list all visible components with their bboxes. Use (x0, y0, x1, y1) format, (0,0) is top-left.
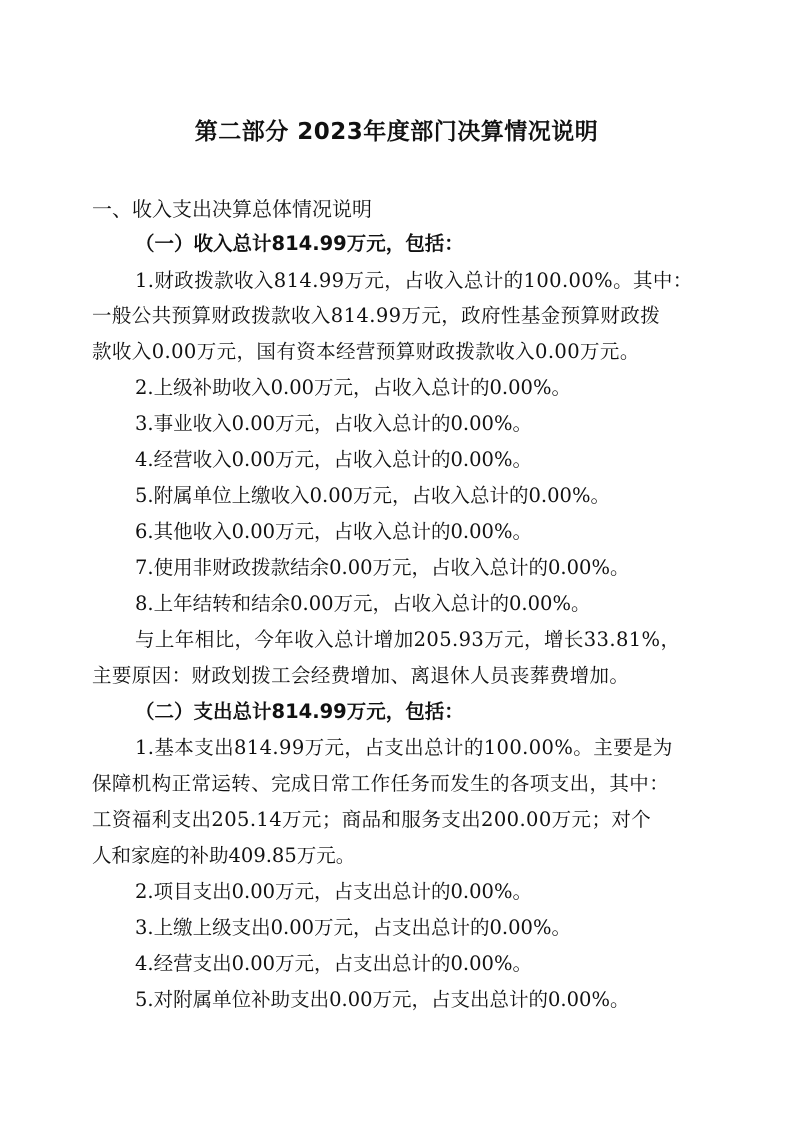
income-item-1-line-1: 1.财政拨款收入814.99万元，占收入总计的100.00%。其中： (135, 269, 693, 292)
income-item-1-line-3: 款收入0.00万元，国有资本经营预算财政拨款收入0.00万元。 (92, 340, 640, 363)
income-item-5: 5.附属单位上缴收入0.00万元，占收入总计的0.00%。 (135, 484, 610, 507)
income-heading: （一）收入总计814.99万元，包括： (135, 232, 464, 255)
expense-item-5: 5.对附属单位补助支出0.00万元，占支出总计的0.00%。 (135, 988, 630, 1011)
income-compare-line-2: 主要原因：财政划拨工会经费增加、离退休人员丧葬费增加。 (92, 664, 630, 687)
expense-item-1-line-3: 工资福利支出205.14万元；商品和服务支出200.00万元；对个 (92, 808, 652, 831)
expense-heading: （二）支出总计814.99万元，包括： (135, 700, 464, 723)
income-item-2: 2.上级补助收入0.00万元，占收入总计的0.00%。 (135, 376, 571, 399)
income-item-8: 8.上年结转和结余0.00万元，占收入总计的0.00%。 (135, 592, 591, 615)
income-item-4: 4.经营收入0.00万元，占收入总计的0.00%。 (135, 448, 532, 471)
section-heading-overview: 一、收入支出决算总体情况说明 (92, 197, 372, 221)
expense-item-4: 4.经营支出0.00万元，占支出总计的0.00%。 (135, 952, 532, 975)
expense-item-1-line-1: 1.基本支出814.99万元，占支出总计的100.00%。主要是为 (135, 736, 673, 759)
income-item-3: 3.事业收入0.00万元，占收入总计的0.00%。 (135, 412, 532, 435)
expense-item-1-line-4: 人和家庭的补助409.85万元。 (92, 844, 356, 867)
income-compare-line-1: 与上年相比，今年收入总计增加205.93万元，增长33.81%， (135, 628, 681, 651)
expense-item-3: 3.上缴上级支出0.00万元，占支出总计的0.00%。 (135, 916, 571, 939)
expense-item-1-line-2: 保障机构正常运转、完成日常工作任务而发生的各项支出，其中： (92, 772, 670, 795)
income-item-1-line-2: 一般公共预算财政拨款收入814.99万元，政府性基金预算财政拨 (92, 304, 661, 327)
income-item-7: 7.使用非财政拨款结余0.00万元，占收入总计的0.00%。 (135, 556, 630, 579)
income-item-6: 6.其他收入0.00万元，占收入总计的0.00%。 (135, 520, 532, 543)
page-title: 第二部分 2023年度部门决算情况说明 (194, 119, 599, 145)
expense-item-2: 2.项目支出0.00万元，占支出总计的0.00%。 (135, 880, 532, 903)
